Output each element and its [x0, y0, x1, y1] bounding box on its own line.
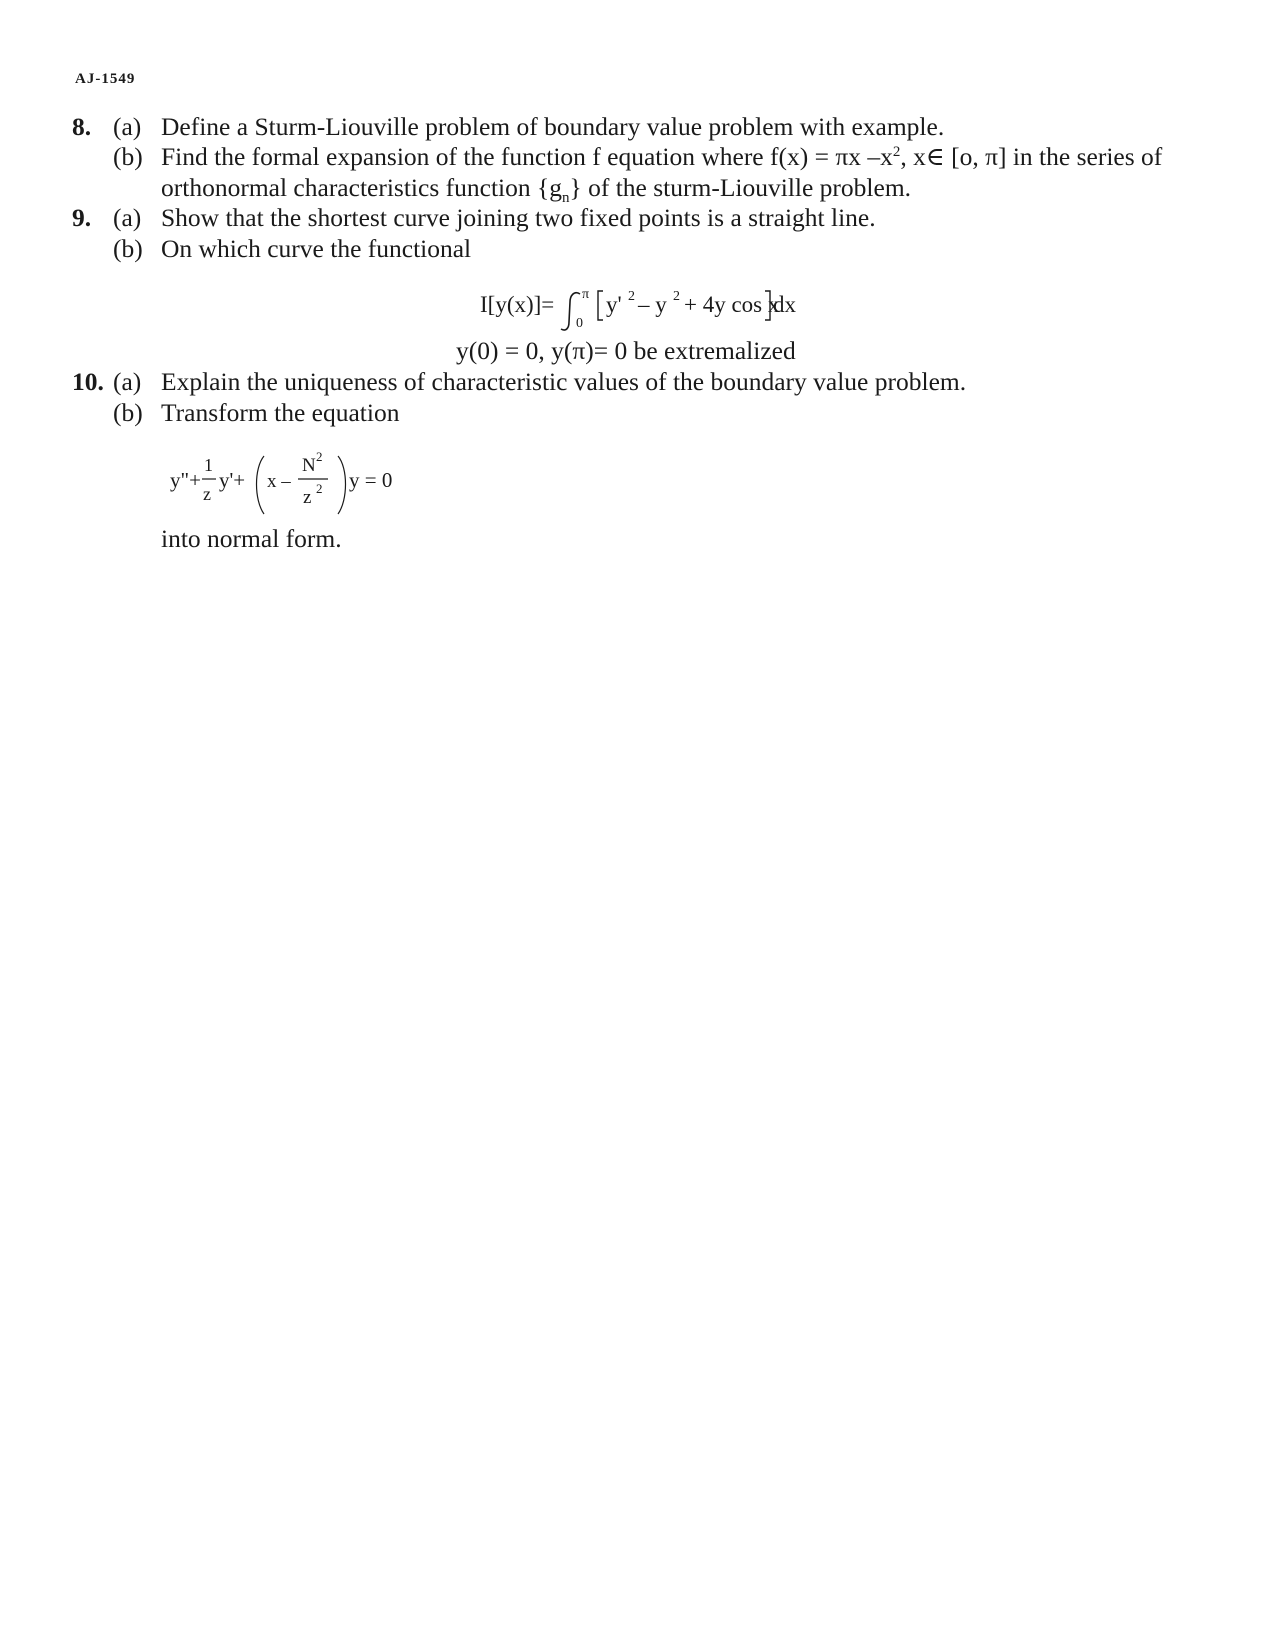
question-10b-closing: into normal form. [161, 524, 342, 553]
question-10a-text: Explain the uniqueness of characteristic values of the boundary value problem. [161, 367, 967, 396]
question-9b-text: On which curve the functional [161, 234, 472, 263]
part-label-9b: (b) [113, 234, 143, 263]
yprime-square: 2 [628, 289, 635, 304]
question-8a-text: Define a Sturm-Liouville problem of boundary value problem with example. [161, 112, 945, 141]
part-label-10b: (b) [113, 398, 143, 427]
question-number-8: 8. [72, 112, 92, 141]
eq-term-ydoubleprime: y"+ [170, 468, 201, 492]
frac2-den-square: 2 [316, 481, 323, 496]
left-bracket [598, 291, 603, 320]
frac1-denominator: z [203, 484, 211, 504]
frac2-num-square: 2 [316, 449, 323, 464]
q8b-line1-post: , x∈ [o, π] in the series of [900, 142, 1163, 171]
question-number-9: 9. [72, 203, 92, 232]
frac2-numerator: N [302, 455, 316, 476]
integral-lower-limit: 0 [576, 316, 583, 331]
part-label-8a: (a) [113, 112, 142, 141]
question-9a-text: Show that the shortest curve joining two fixed points is a straight line. [161, 203, 876, 232]
q8b-line2-post: } of the sturm-Liouville problem. [569, 173, 912, 202]
frac1-numerator: 1 [204, 455, 213, 475]
part-label-9a: (a) [113, 203, 142, 232]
y-square: 2 [673, 289, 680, 304]
integral-upper-limit: π [582, 287, 590, 302]
q8b-exponent: 2 [892, 144, 901, 160]
eq-inner-x: x – [267, 471, 291, 492]
q8b-line1-pre: Find the formal expansion of the function f equation where f(x) = πx –x [161, 142, 893, 171]
document-code: AJ-1549 [75, 71, 136, 87]
eq-term-yprime: y'+ [219, 468, 246, 492]
q8b-subscript: n [561, 190, 570, 206]
part-label-10a: (a) [113, 367, 142, 396]
eq-tail: y = 0 [349, 468, 393, 492]
right-paren [338, 456, 346, 514]
question-10b-text: Transform the equation [161, 398, 400, 427]
integrand-minus-y: – y [638, 292, 667, 317]
question-number-10: 10. [72, 367, 104, 396]
integrand-dx: dx [773, 292, 796, 317]
q8b-line2-pre: orthonormal characteristics function {g [161, 173, 562, 202]
functional-lhs: I[y(x)]= [480, 292, 555, 317]
frac2-denominator: z [303, 487, 312, 508]
question-8b-line2 [161, 173, 912, 206]
integrand-yprime: y' [606, 292, 622, 317]
left-paren [257, 456, 265, 514]
question-8b-line1 [161, 142, 1162, 172]
part-label-8b: (b) [113, 142, 143, 171]
boundary-condition: y(0) = 0, y(π)= 0 be extremalized [456, 336, 796, 365]
integrand-cos-term: + 4y cos x [684, 292, 780, 317]
